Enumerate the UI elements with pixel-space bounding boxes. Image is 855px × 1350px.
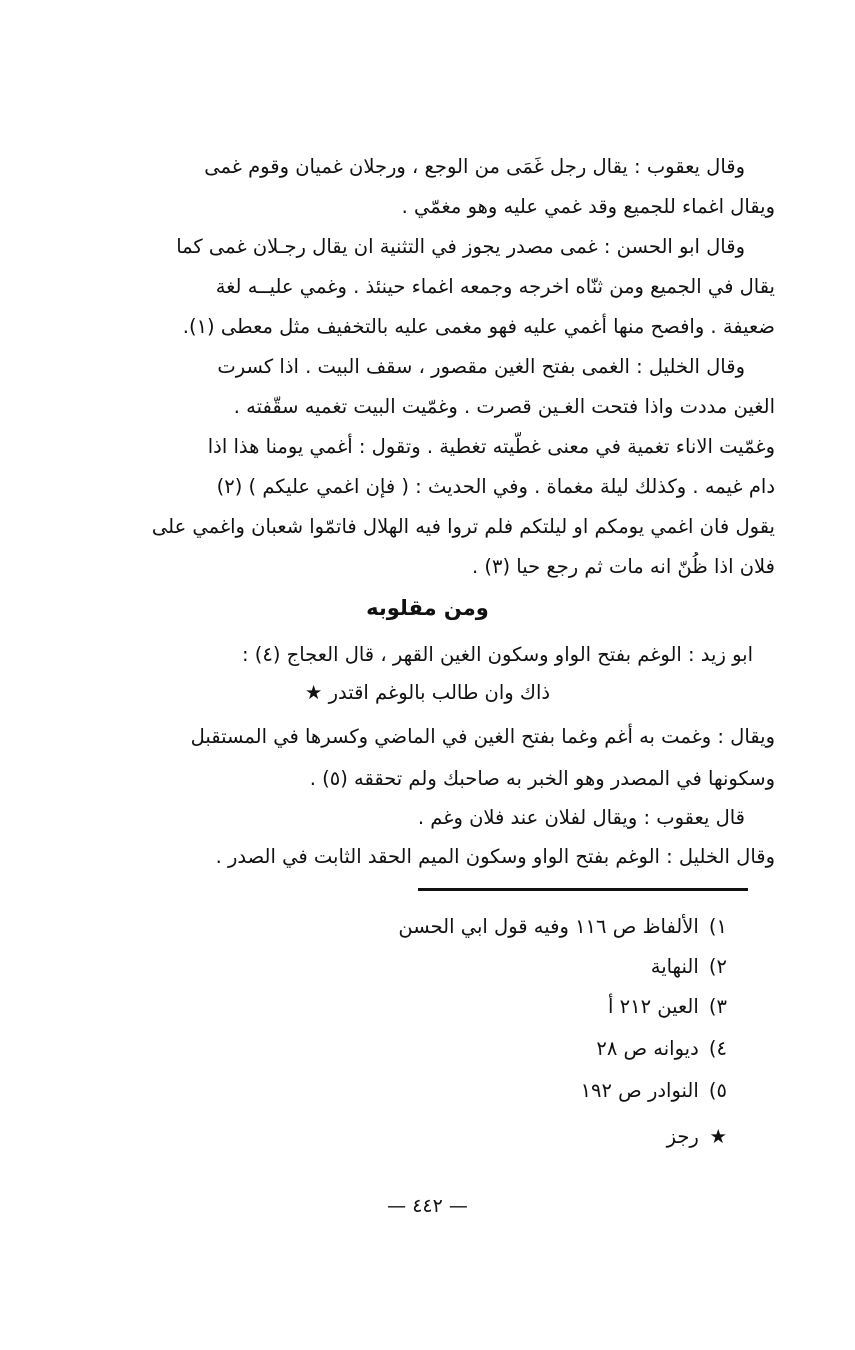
section-heading: ومن مقلوبه — [366, 596, 489, 620]
footnote — [207, 952, 727, 982]
footnote-number: ٢) — [708, 955, 727, 978]
footnote-number: ١) — [708, 915, 727, 938]
footnote-number: ٣) — [708, 995, 727, 1018]
footnote-number: ٤) — [708, 1037, 727, 1060]
body-line: يقال في الجميع ومن ثنّاه اخرجه وجمعه اغماء حينئذ . وغمي عليــه لغة — [215, 275, 775, 298]
body-line: يقول فان اغمي يومكم او ليلتكم فلم تروا فيه الهلال فاتمّوا شعبان واغمي على — [151, 515, 775, 538]
body-line: ضعيفة . وافصح منها أغمي عليه فهو مغمى عليه بالتخفيف مثل معطى (١). — [182, 315, 775, 338]
footnote — [207, 1034, 727, 1064]
footnote-text: الألفاظ ص ١١٦ وفيه قول ابي الحسن — [398, 915, 699, 938]
footnote-text: ديوانه ص ٢٨ — [596, 1037, 699, 1060]
body-line: وسكونها في المصدر وهو الخبر به صاحبك ولم تحققه (٥) . — [309, 767, 775, 790]
footnote-text: رجز — [666, 1125, 699, 1148]
body-line: ابو زيد : الوغم بفتح الواو وسكون الغين القهر ، قال العجاج (٤) : — [241, 643, 753, 666]
body-line: ويقال : وغمت به أغم وغما بفتح الغين في الماضي وكسرها في المستقبل — [190, 725, 775, 748]
body-line: وقال الخليل : الغمى بفتح الغين مقصور ، سقف البيت . اذا كسرت — [217, 355, 745, 378]
footnote — [207, 1076, 727, 1106]
footnote-number: ٥) — [708, 1079, 727, 1102]
body-line: ويقال اغماء للجميع وقد غمي عليه وهو مغمّي . — [401, 195, 775, 218]
star-icon: ★ — [709, 1125, 727, 1148]
footnote — [207, 992, 727, 1022]
page-number: — ٤٤٢ — — [387, 1195, 468, 1217]
footnote — [207, 912, 727, 942]
body-line: دام غيمه . وكذلك ليلة مغماة . وفي الحديث : ( فإن اغمي عليكم ) (٢) — [216, 475, 775, 498]
body-line: الغين مددت واذا فتحت الغـين قصرت . وغمّيت البيت تغميه سقّفته . — [233, 395, 775, 418]
body-line: وقال الخليل : الوغم بفتح الواو وسكون الميم الحقد الثابت في الصدر . — [215, 845, 775, 868]
body-line: فلان اذا ظُنّ انه مات ثم رجع حيا (٣) . — [471, 555, 775, 578]
footnote-text: العين ٢١٢ أ — [608, 995, 699, 1018]
body-line: وقال يعقوب : يقال رجل غَمَى من الوجع ، ورجلان غميان وقوم غمى — [204, 155, 745, 178]
body-line: قال يعقوب : ويقال لفلان عند فلان وغم . — [417, 806, 745, 829]
verse-line: ذاك وان طالب بالوغم اقتدر ★ — [304, 681, 551, 704]
footnote-text: النوادر ص ١٩٢ — [580, 1079, 699, 1102]
footnote-rule — [418, 888, 748, 891]
body-line: وقال ابو الحسن : غمى مصدر يجوز في التثنية ان يقال رجـلان غمى كما — [176, 235, 745, 258]
footnote — [207, 1122, 727, 1152]
footnote-text: النهاية — [650, 955, 699, 978]
body-line: وغمّيت الاناء تغمية في معنى غطّيته تغطية . وتقول : أغمي يومنا هذا اذا — [207, 435, 775, 458]
